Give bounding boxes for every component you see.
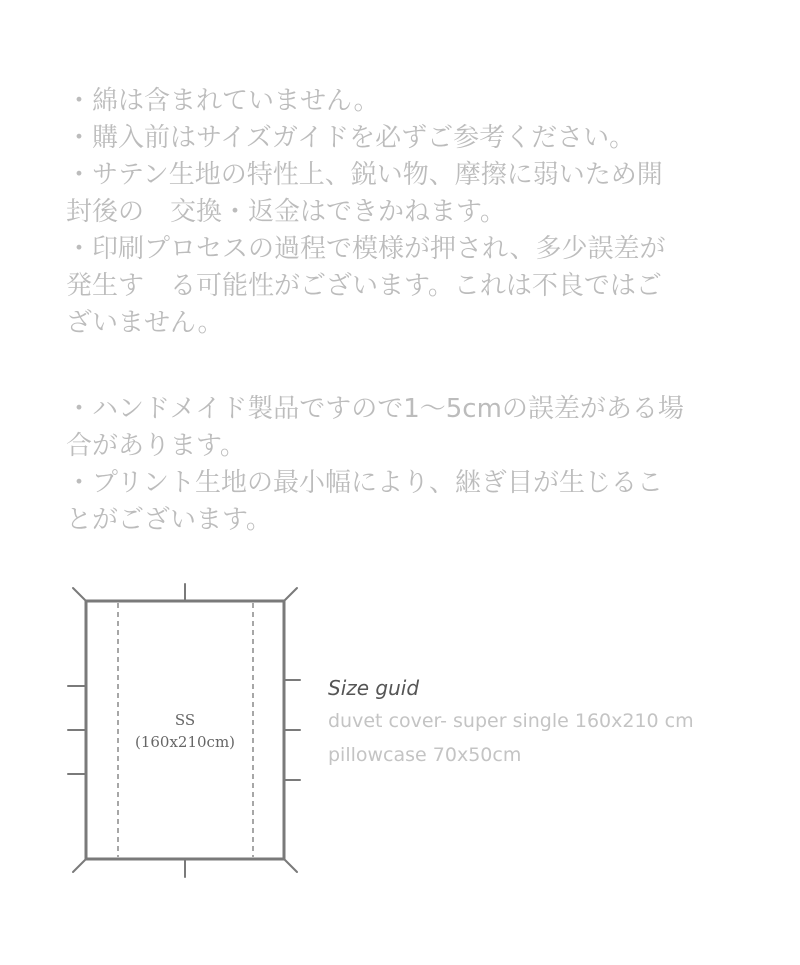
bed-size-dims: (160x210cm) [134, 733, 236, 751]
corner-mark [73, 859, 86, 872]
note-line: ・ハンドメイド製品ですので1〜5cmの誤差がある場 [66, 394, 684, 424]
note-line: 発生す る可能性がございます。これは不良ではご [66, 271, 662, 301]
note-line: ・綿は含まれていません。 [66, 86, 380, 116]
note-line: ・プリント生地の最小幅により、継ぎ目が生じるこ [66, 468, 663, 498]
note-line: 封後の 交換・返金はできかねます。 [66, 197, 506, 227]
note-line: 合があります。 [66, 431, 246, 461]
corner-mark [73, 588, 86, 601]
note-line: ・印刷プロセスの過程で模様が押され、多少誤差が [66, 234, 666, 264]
corner-mark [284, 859, 297, 872]
size-guide-pillowcase: pillowcase 70x50cm [328, 744, 522, 766]
bed-size-code: SS [174, 711, 196, 729]
size-guide-duvet: duvet cover- super single 160x210 cm [328, 710, 694, 732]
bed-outline [86, 601, 284, 859]
size-guide-title: Size guid [328, 676, 420, 700]
note-line: ざいません。 [66, 308, 224, 338]
note-line: ・サテン生地の特性上、鋭い物、摩擦に弱いため開 [66, 160, 663, 190]
corner-mark [284, 588, 297, 601]
note-line: ・購入前はサイズガイドを必ずご参考ください。 [66, 123, 636, 153]
note-line: とがございます。 [66, 505, 272, 535]
